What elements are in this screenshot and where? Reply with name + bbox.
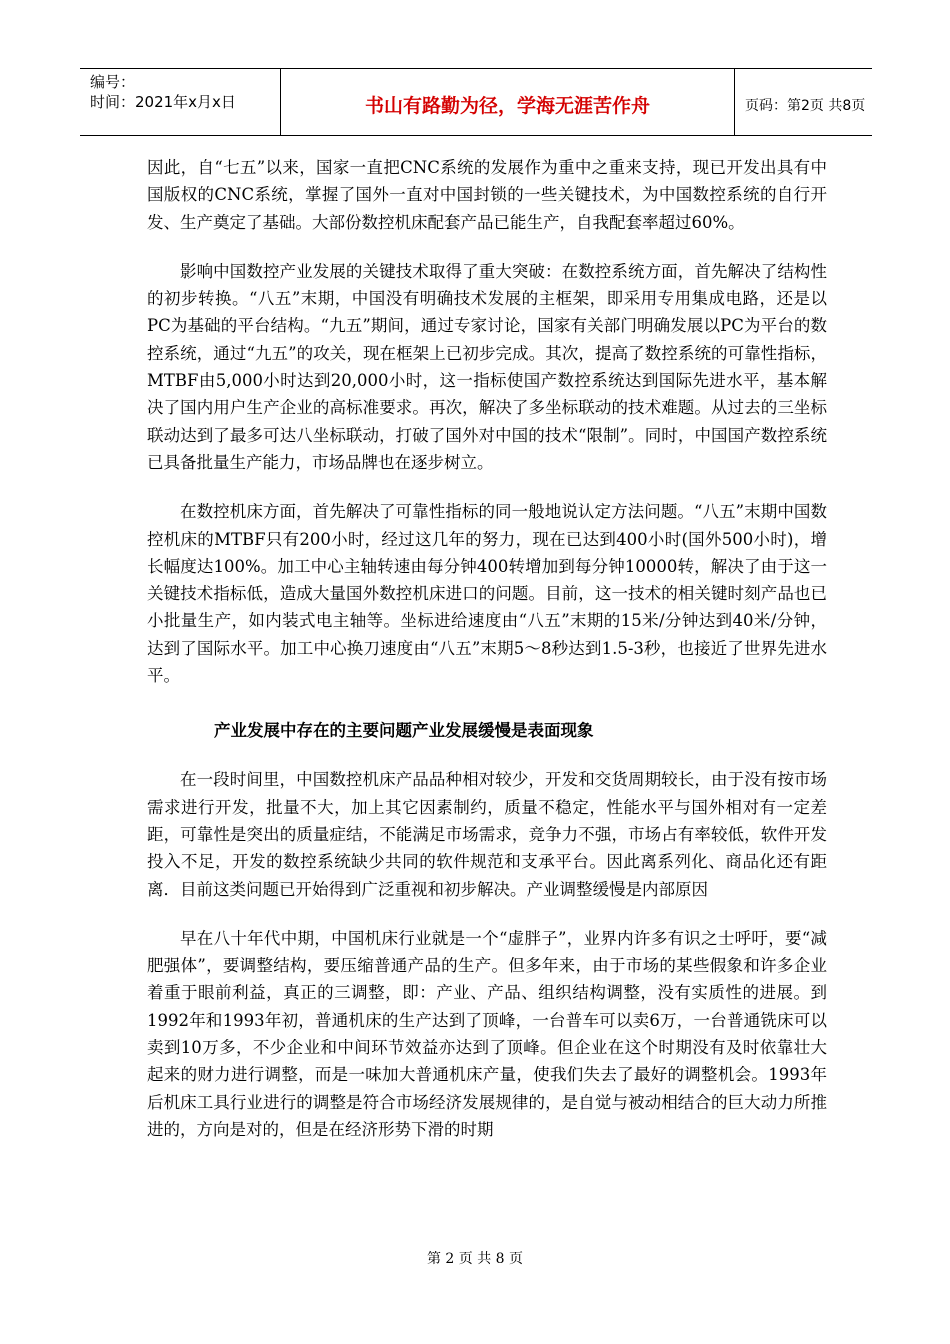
header-motto-cell: [280, 69, 735, 135]
paragraph-1: 因此，自“七五”以来，国家一直把CNC系统的发展作为重中之重来支持，现已开发出具有中国版权的CNC系统，掌握了国外一直对中国封锁的一些关键技术，为中国数控系统的自行开发、生产奠定了基础。大部份数控机床配套产品已能生产，自我配套率超过60%。: [147, 158, 827, 232]
page-footer: 第 2 页 共 8 页: [426, 1251, 524, 1267]
document-number-label: 编号：: [90, 73, 136, 91]
document-time-label: 时间：2021年x月x日: [90, 93, 236, 111]
header-page-info: 页码：第2页 共8页: [745, 98, 866, 114]
document-body: [147, 154, 827, 1143]
header-page-cell: [735, 69, 872, 135]
paragraph-4: 在一段时间里，中国数控机床产品品种相对较少，开发和交货周期较长，由于没有按市场需求进行开发，批量不大，加上其它因素制约，质量不稳定，性能水平与国外相对有一定差距，可靠性是突出的质量症结，不能满足市场需求，竞争力不强，市场占有率较低，软件开发投入不足，开发的数控系统缺少共同的软件规范和支承平台。因此离系列化、商品化还有距离．目前这类问题已开始得到广泛重视和初步解决。产业调整缓慢是内部原因: [147, 770, 827, 899]
paragraph-2: 影响中国数控产业发展的关键技术取得了重大突破：在数控系统方面，首先解决了结构性的初步转换。“八五”末期，中国没有明确技术发展的主框架，即采用专用集成电路，还是以PC为基础的平台结构。“九五”期间，通过专家讨论，国家有关部门明确发展以PC为平台的数控系统，通过“九五”的攻关，现在框架上已初步完成。其次，提高了数控系统的可靠性指标，MTBF由5,000小时达到20,000小时，这一指标使国产数控系统达到国际先进水平，基本解决了国内用户生产企业的高标准要求。再次，解决了多坐标联动的技术难题。从过去的三坐标联动达到了最多可达八坐标联动，打破了国外对中国的技术“限制”。同时，中国国产数控系统已具备批量生产能力，市场品牌也在逐步树立。: [147, 261, 827, 472]
page-header: [80, 68, 872, 136]
header-motto: 书山有路勤为径，学海无涯苦作舟: [364, 95, 650, 117]
paragraph-5: 早在八十年代中期，中国机床行业就是一个“虚胖子”，业界内许多有识之士呼吁，要“减肥强体”，要调整结构，要压缩普通产品的生产。但多年来，由于市场的某些假象和许多企业着重于眼前利益，真正的三调整，即：产业、产品、组织结构调整，没有实质性的进展。到1992年和1993年初，普通机床的生产达到了顶峰，一台普车可以卖6万，一台普通铣床可以卖到10万多，不少企业和中间环节效益亦达到了顶峰。但企业在这个时期没有及时依靠壮大起来的财力进行调整，而是一味加大普通机床产量，使我们失去了最好的调整机会。1993年后机床工具行业进行的调整是符合市场经济发展规律的，是自觉与被动相结合的巨大动力所推进的，方向是对的，但是在经济形势下滑的时期: [147, 928, 827, 1139]
section-heading: 产业发展中存在的主要问题产业发展缓慢是表面现象: [214, 721, 594, 741]
header-meta: [80, 69, 280, 135]
paragraph-3: 在数控机床方面，首先解决了可靠性指标的同一般地说认定方法问题。“八五”末期中国数控机床的MTBF只有200小时，经过这几年的努力，现在已达到400小时(国外500小时)，增长幅度达100%。加工中心主轴转速由每分钟400转增加到每分钟10000转，解决了由于这一关键技术指标低，造成大量国外数控机床进口的问题。目前，这一技术的相关键时刻产品也已小批量生产，如内装式电主轴等。坐标进给速度由“八五”末期的15米/分钟达到40米/分钟，达到了国际水平。加工中心换刀速度由“八五”末期5～8秒达到1.5-3秒，也接近了世界先进水平。: [147, 502, 827, 686]
